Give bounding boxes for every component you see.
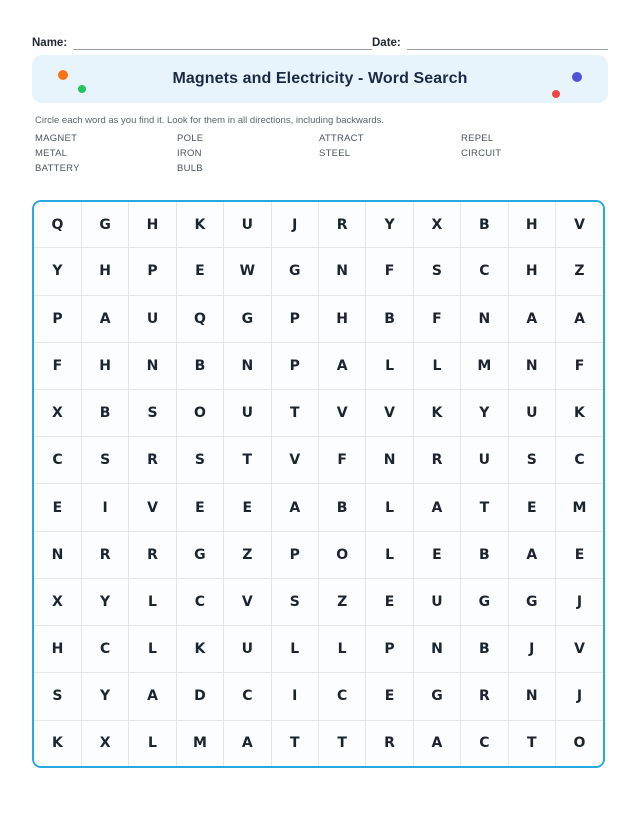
grid-cell[interactable]: H	[508, 248, 555, 295]
grid-cell[interactable]: X	[34, 578, 81, 625]
word-list-item: METAL	[35, 148, 68, 159]
decorative-dot-green-icon	[78, 85, 86, 93]
grid-cell[interactable]: Y	[34, 248, 81, 295]
grid-row	[34, 202, 603, 248]
grid-cell[interactable]: U	[129, 295, 176, 342]
grid-cell[interactable]: L	[413, 342, 460, 389]
grid-cell[interactable]: N	[366, 437, 413, 484]
grid-cell[interactable]: J	[508, 626, 555, 673]
grid-cell[interactable]: J	[555, 578, 603, 625]
grid-cell[interactable]: G	[461, 578, 508, 625]
grid-cell[interactable]: E	[176, 248, 223, 295]
word-list-item: BATTERY	[35, 163, 80, 174]
grid-cell[interactable]: F	[34, 342, 81, 389]
grid-cell[interactable]: C	[318, 673, 365, 720]
grid-cell[interactable]: E	[508, 484, 555, 531]
word-search-grid[interactable]	[32, 200, 605, 768]
grid-cell[interactable]: B	[461, 626, 508, 673]
page-title: Magnets and Electricity - Word Search	[172, 70, 468, 87]
grid-cell[interactable]: L	[129, 720, 176, 766]
grid-cell[interactable]: R	[129, 437, 176, 484]
grid-cell[interactable]: H	[129, 202, 176, 248]
grid-cell[interactable]: R	[461, 673, 508, 720]
word-list-item: REPEL	[461, 133, 494, 144]
word-list-item: POLE	[177, 133, 204, 144]
grid-cell[interactable]: N	[461, 295, 508, 342]
date-label: Date:	[372, 37, 401, 49]
grid-cell[interactable]: X	[81, 720, 128, 766]
grid-cell[interactable]: O	[176, 389, 223, 436]
grid-cell[interactable]: P	[34, 295, 81, 342]
grid-cell[interactable]: N	[224, 342, 271, 389]
grid-cell[interactable]: R	[81, 531, 128, 578]
grid-cell[interactable]: K	[176, 202, 223, 248]
grid-cell[interactable]: V	[318, 389, 365, 436]
grid-cell[interactable]: C	[224, 673, 271, 720]
grid-cell[interactable]: N	[508, 673, 555, 720]
grid-cell[interactable]: K	[555, 389, 603, 436]
word-list-item: CIRCUIT	[461, 148, 502, 159]
word-list-item: STEEL	[319, 148, 351, 159]
grid-cell[interactable]: L	[366, 484, 413, 531]
grid-cell[interactable]: S	[81, 437, 128, 484]
grid-cell[interactable]: R	[129, 531, 176, 578]
word-list-item: MAGNET	[35, 133, 78, 144]
grid-cell[interactable]: F	[555, 342, 603, 389]
student-info-row	[32, 30, 608, 50]
grid-cell[interactable]: J	[555, 673, 603, 720]
grid-cell[interactable]: E	[176, 484, 223, 531]
grid-cell[interactable]: V	[271, 437, 318, 484]
grid-cell[interactable]: S	[413, 248, 460, 295]
grid-cell[interactable]: A	[318, 342, 365, 389]
grid-cell[interactable]: C	[81, 626, 128, 673]
name-write-line[interactable]	[73, 36, 372, 50]
grid-cell[interactable]: Y	[81, 673, 128, 720]
grid-row	[34, 342, 603, 389]
grid-row	[34, 578, 603, 625]
grid-cell[interactable]: U	[508, 389, 555, 436]
grid-cell[interactable]: K	[413, 389, 460, 436]
grid-row	[34, 626, 603, 673]
decorative-dot-blue-icon	[572, 72, 582, 82]
name-field[interactable]	[32, 36, 372, 50]
grid-row	[34, 248, 603, 295]
grid-cell[interactable]: G	[508, 578, 555, 625]
grid-cell[interactable]: C	[461, 720, 508, 766]
grid-cell[interactable]: A	[81, 295, 128, 342]
grid-cell[interactable]: U	[413, 578, 460, 625]
grid-cell[interactable]: J	[271, 202, 318, 248]
grid-cell[interactable]: N	[318, 248, 365, 295]
grid-cell[interactable]: B	[366, 295, 413, 342]
grid-cell[interactable]: Y	[366, 202, 413, 248]
date-write-line[interactable]	[407, 36, 608, 50]
grid-cell[interactable]: S	[271, 578, 318, 625]
grid-cell[interactable]: H	[318, 295, 365, 342]
grid-row	[34, 531, 603, 578]
grid-cell[interactable]: M	[461, 342, 508, 389]
grid-cell[interactable]: N	[129, 342, 176, 389]
grid-cell[interactable]: G	[413, 673, 460, 720]
grid-cell[interactable]: T	[318, 720, 365, 766]
grid-cell[interactable]: R	[318, 202, 365, 248]
grid-cell[interactable]: A	[271, 484, 318, 531]
grid-cell[interactable]: S	[176, 437, 223, 484]
grid-cell[interactable]: Z	[318, 578, 365, 625]
grid-cell[interactable]: P	[271, 531, 318, 578]
grid-cell[interactable]: E	[366, 673, 413, 720]
grid-cell[interactable]: A	[508, 531, 555, 578]
grid-cell[interactable]: A	[224, 720, 271, 766]
grid-cell[interactable]: C	[461, 248, 508, 295]
word-list-item: BULB	[177, 163, 203, 174]
decorative-dot-red-icon	[552, 90, 560, 98]
grid-cell[interactable]: T	[271, 720, 318, 766]
grid-cell[interactable]: Z	[224, 531, 271, 578]
grid-cell[interactable]: T	[271, 389, 318, 436]
grid-cell[interactable]: F	[413, 295, 460, 342]
grid-cell[interactable]: A	[413, 720, 460, 766]
word-list-column	[319, 131, 461, 176]
grid-cell[interactable]: A	[508, 295, 555, 342]
grid-cell[interactable]: U	[224, 389, 271, 436]
grid-cell[interactable]: Z	[555, 248, 603, 295]
grid-row	[34, 437, 603, 484]
grid-cell[interactable]: R	[413, 437, 460, 484]
grid-cell[interactable]: L	[318, 626, 365, 673]
grid-cell[interactable]: H	[34, 626, 81, 673]
grid-cell[interactable]: M	[176, 720, 223, 766]
word-list-column	[35, 131, 177, 176]
grid-cell[interactable]: O	[555, 720, 603, 766]
grid-cell[interactable]: E	[224, 484, 271, 531]
grid-cell[interactable]: K	[34, 720, 81, 766]
grid-cell[interactable]: T	[508, 720, 555, 766]
word-list-item: ATTRACT	[319, 133, 364, 144]
title-banner	[32, 55, 608, 103]
word-list-item: IRON	[177, 148, 202, 159]
grid-cell[interactable]: I	[81, 484, 128, 531]
grid-cell[interactable]: A	[555, 295, 603, 342]
grid-cell[interactable]: N	[34, 531, 81, 578]
grid-cell[interactable]: V	[555, 202, 603, 248]
grid-cell[interactable]: F	[318, 437, 365, 484]
grid-cell[interactable]: L	[129, 578, 176, 625]
grid-cell[interactable]: W	[224, 248, 271, 295]
grid-cell[interactable]: C	[555, 437, 603, 484]
grid-row	[34, 295, 603, 342]
grid-cell[interactable]: B	[176, 342, 223, 389]
grid-cell[interactable]: A	[129, 673, 176, 720]
grid-cell[interactable]: E	[555, 531, 603, 578]
grid-cell[interactable]: S	[508, 437, 555, 484]
grid-cell[interactable]: B	[461, 202, 508, 248]
grid-cell[interactable]: N	[508, 342, 555, 389]
grid-row	[34, 484, 603, 531]
grid-cell[interactable]: V	[555, 626, 603, 673]
instructions-text: Circle each word as you find it. Look for them in all directions, including backwards.	[35, 115, 385, 126]
grid-cell[interactable]: S	[34, 673, 81, 720]
grid-cell[interactable]: Y	[461, 389, 508, 436]
grid-cell[interactable]: T	[461, 484, 508, 531]
word-list-column	[461, 131, 603, 176]
grid-cell[interactable]: X	[34, 389, 81, 436]
grid-cell[interactable]: Q	[34, 202, 81, 248]
grid-cell[interactable]: G	[224, 295, 271, 342]
grid-cell[interactable]: B	[81, 389, 128, 436]
grid-cell[interactable]: B	[461, 531, 508, 578]
grid-cell[interactable]: U	[461, 437, 508, 484]
grid-cell[interactable]: C	[176, 578, 223, 625]
grid-cell[interactable]: L	[129, 626, 176, 673]
grid-row	[34, 673, 603, 720]
word-list	[35, 131, 605, 176]
grid-row	[34, 720, 603, 766]
grid-cell[interactable]: B	[318, 484, 365, 531]
grid-cell[interactable]: I	[271, 673, 318, 720]
grid-cell[interactable]: F	[366, 248, 413, 295]
grid-cell[interactable]: V	[224, 578, 271, 625]
grid-cell[interactable]: L	[366, 531, 413, 578]
grid-cell[interactable]: M	[555, 484, 603, 531]
grid-cell[interactable]: Y	[81, 578, 128, 625]
grid-cell[interactable]: T	[224, 437, 271, 484]
grid-cell[interactable]: L	[271, 626, 318, 673]
grid-cell[interactable]: U	[224, 202, 271, 248]
grid-cell[interactable]: C	[34, 437, 81, 484]
grid-cell[interactable]: H	[81, 248, 128, 295]
grid-cell[interactable]: V	[366, 389, 413, 436]
grid-cell[interactable]: G	[81, 202, 128, 248]
grid-cell[interactable]: K	[176, 626, 223, 673]
date-field[interactable]	[372, 36, 608, 50]
grid-cell[interactable]: N	[413, 626, 460, 673]
word-list-column	[177, 131, 319, 176]
grid-cell[interactable]: E	[366, 578, 413, 625]
grid-cell[interactable]: P	[271, 342, 318, 389]
grid-cell[interactable]: A	[413, 484, 460, 531]
grid-cell[interactable]: E	[34, 484, 81, 531]
letter-grid-table	[34, 202, 603, 766]
decorative-dot-orange-icon	[58, 70, 68, 80]
grid-row	[34, 389, 603, 436]
grid-cell[interactable]: U	[224, 626, 271, 673]
grid-cell[interactable]: L	[366, 342, 413, 389]
grid-cell[interactable]: E	[413, 531, 460, 578]
grid-cell[interactable]: D	[176, 673, 223, 720]
grid-cell[interactable]: Q	[176, 295, 223, 342]
grid-cell[interactable]: P	[129, 248, 176, 295]
name-label: Name:	[32, 37, 68, 49]
grid-cell[interactable]: V	[129, 484, 176, 531]
grid-cell[interactable]: P	[271, 295, 318, 342]
grid-cell[interactable]: X	[413, 202, 460, 248]
grid-cell[interactable]: G	[176, 531, 223, 578]
grid-cell[interactable]: H	[81, 342, 128, 389]
grid-cell[interactable]: P	[366, 626, 413, 673]
grid-cell[interactable]: R	[366, 720, 413, 766]
grid-cell[interactable]: S	[129, 389, 176, 436]
grid-cell[interactable]: O	[318, 531, 365, 578]
grid-cell[interactable]: H	[508, 202, 555, 248]
grid-cell[interactable]: G	[271, 248, 318, 295]
